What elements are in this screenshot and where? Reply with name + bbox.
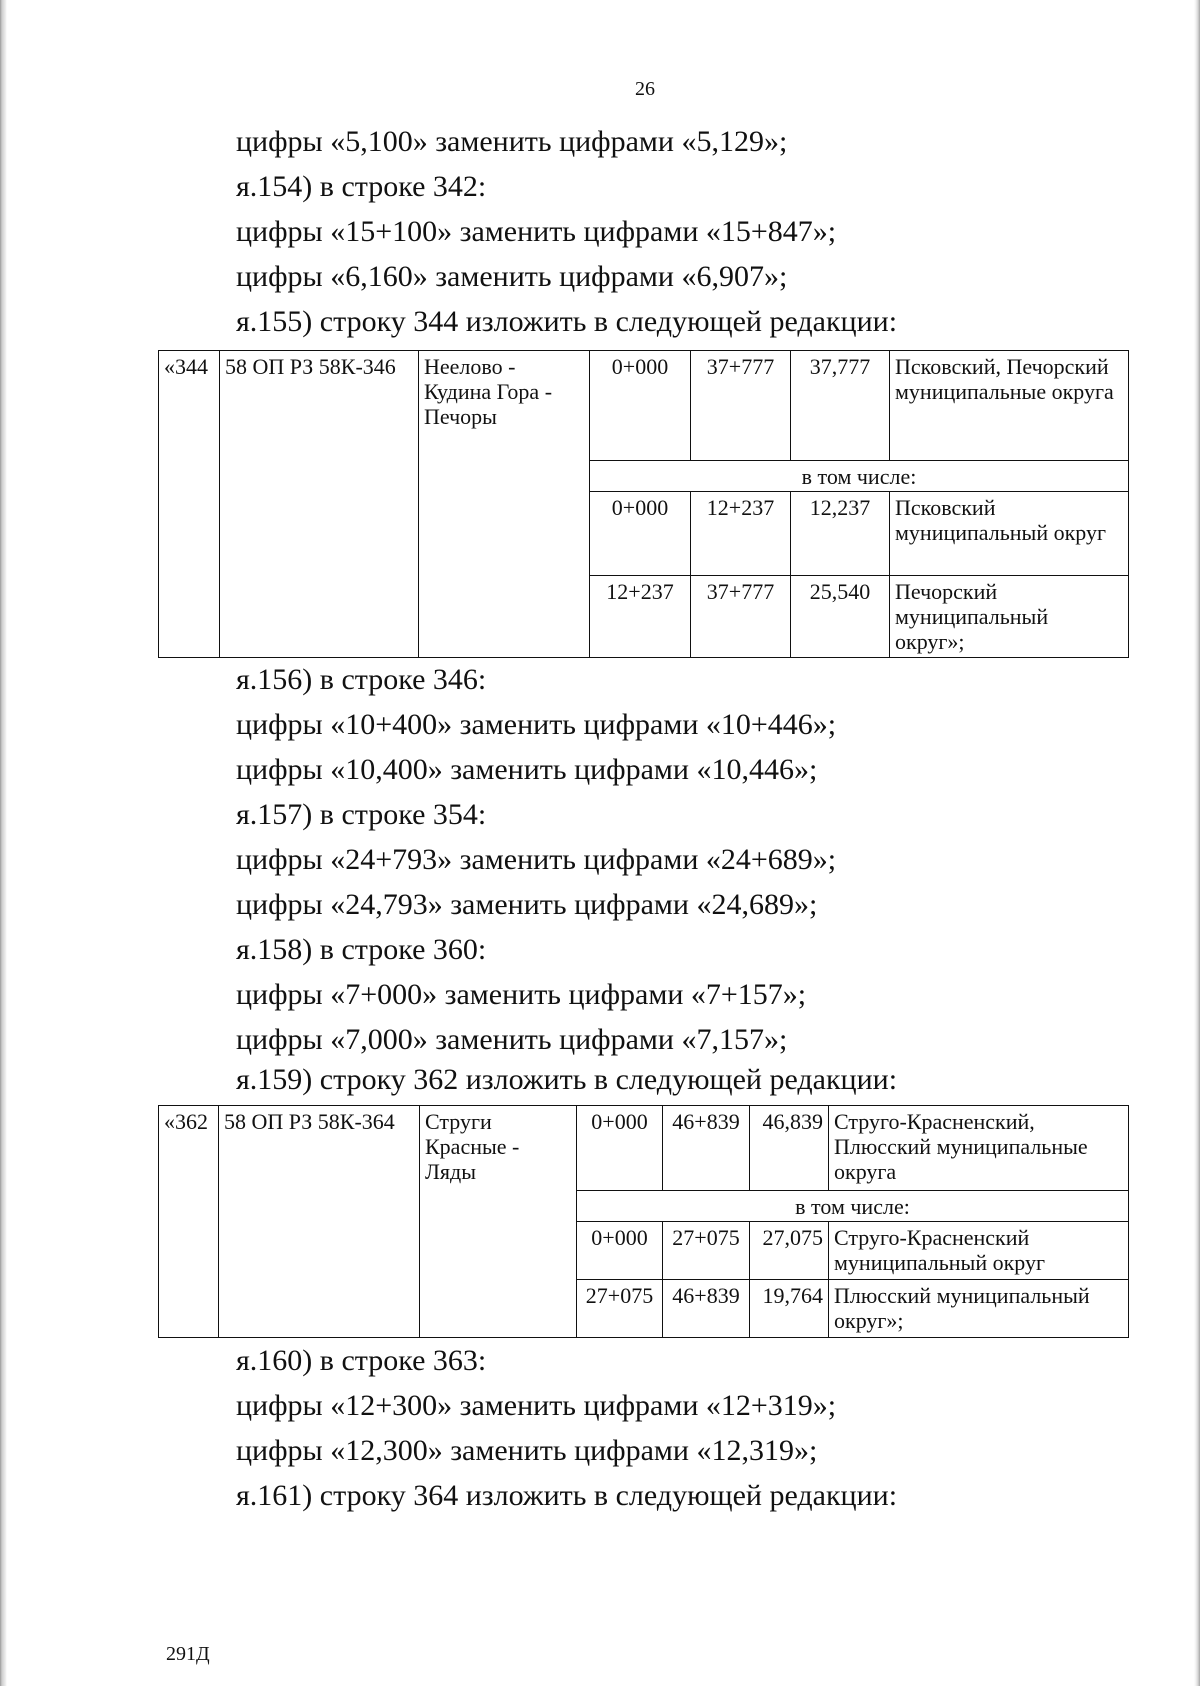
end-km-cell: 12+237 (691, 492, 791, 576)
end-km-cell: 46+839 (663, 1106, 750, 1191)
including-label: в том числе: (590, 461, 1129, 492)
row-number-cell: «362 (159, 1106, 219, 1338)
text-line: я.159) строку 362 изложить в следующей редакции: (236, 1063, 898, 1096)
district-cell: Псковский, Печорский муниципальные округа (890, 351, 1129, 461)
district-cell: Псковский муниципальный округ (890, 492, 1129, 576)
road-name-cell: Неелово - Кудина Гора - Печоры (419, 351, 590, 658)
end-km-cell: 27+075 (663, 1222, 750, 1280)
scan-edge-left (0, 0, 7, 1686)
text-line: я.158) в строке 360: (236, 933, 487, 966)
document-code: 291Д (166, 1643, 210, 1665)
start-km-cell: 0+000 (577, 1222, 663, 1280)
length-cell: 27,075 (750, 1222, 829, 1280)
text-line: цифры «10+400» заменить цифрами «10+446»; (236, 708, 837, 741)
road-name-cell: Струги Красные - Ляды (420, 1106, 577, 1338)
text-line: цифры «6,160» заменить цифрами «6,907»; (236, 260, 788, 293)
district-cell: Струго-Красненский муниципальный округ (829, 1222, 1129, 1280)
text-line: я.161) строку 364 изложить в следующей редакции: (236, 1479, 898, 1512)
text-line: цифры «12+300» заменить цифрами «12+319»; (236, 1389, 837, 1422)
text-line: цифры «24+793» заменить цифрами «24+689»; (236, 843, 837, 876)
road-code-cell: 58 ОП РЗ 58К-364 (219, 1106, 420, 1338)
length-cell: 37,777 (791, 351, 890, 461)
text-line: цифры «10,400» заменить цифрами «10,446»; (236, 753, 818, 786)
text-line: я.156) в строке 346: (236, 663, 487, 696)
scan-edge-right (1194, 0, 1200, 1686)
text-line: цифры «7,000» заменить цифрами «7,157»; (236, 1023, 788, 1056)
length-cell: 19,764 (750, 1280, 829, 1338)
text-line: цифры «7+000» заменить цифрами «7+157»; (236, 978, 807, 1011)
end-km-cell: 46+839 (663, 1280, 750, 1338)
table-row-344 (158, 350, 1129, 658)
row-number-cell: «344 (159, 351, 220, 658)
road-code-cell: 58 ОП РЗ 58К-346 (220, 351, 419, 658)
district-cell: Печорский муниципальный округ»; (890, 576, 1129, 658)
start-km-cell: 0+000 (590, 492, 691, 576)
length-cell: 25,540 (791, 576, 890, 658)
table-row (159, 351, 1129, 461)
text-line: я.155) строку 344 изложить в следующей редакции: (236, 305, 898, 338)
start-km-cell: 0+000 (590, 351, 691, 461)
text-line: цифры «15+100» заменить цифрами «15+847»; (236, 215, 837, 248)
length-cell: 12,237 (791, 492, 890, 576)
text-line: я.157) в строке 354: (236, 798, 487, 831)
start-km-cell: 0+000 (577, 1106, 663, 1191)
text-line: цифры «12,300» заменить цифрами «12,319»; (236, 1434, 818, 1467)
length-cell: 46,839 (750, 1106, 829, 1191)
text-line: я.154) в строке 342: (236, 170, 487, 203)
district-cell: Плюсский муниципальный округ»; (829, 1280, 1129, 1338)
end-km-cell: 37+777 (691, 351, 791, 461)
text-line: цифры «5,100» заменить цифрами «5,129»; (236, 125, 788, 158)
table-row-362 (158, 1105, 1129, 1338)
including-label: в том числе: (577, 1191, 1129, 1222)
start-km-cell: 12+237 (590, 576, 691, 658)
text-line: цифры «24,793» заменить цифрами «24,689»; (236, 888, 818, 921)
district-cell: Струго-Красненский, Плюсский муниципальные округа (829, 1106, 1129, 1191)
text-line: я.160) в строке 363: (236, 1344, 487, 1377)
end-km-cell: 37+777 (691, 576, 791, 658)
page-number: 26 (635, 78, 655, 100)
table-row (159, 1106, 1129, 1191)
start-km-cell: 27+075 (577, 1280, 663, 1338)
